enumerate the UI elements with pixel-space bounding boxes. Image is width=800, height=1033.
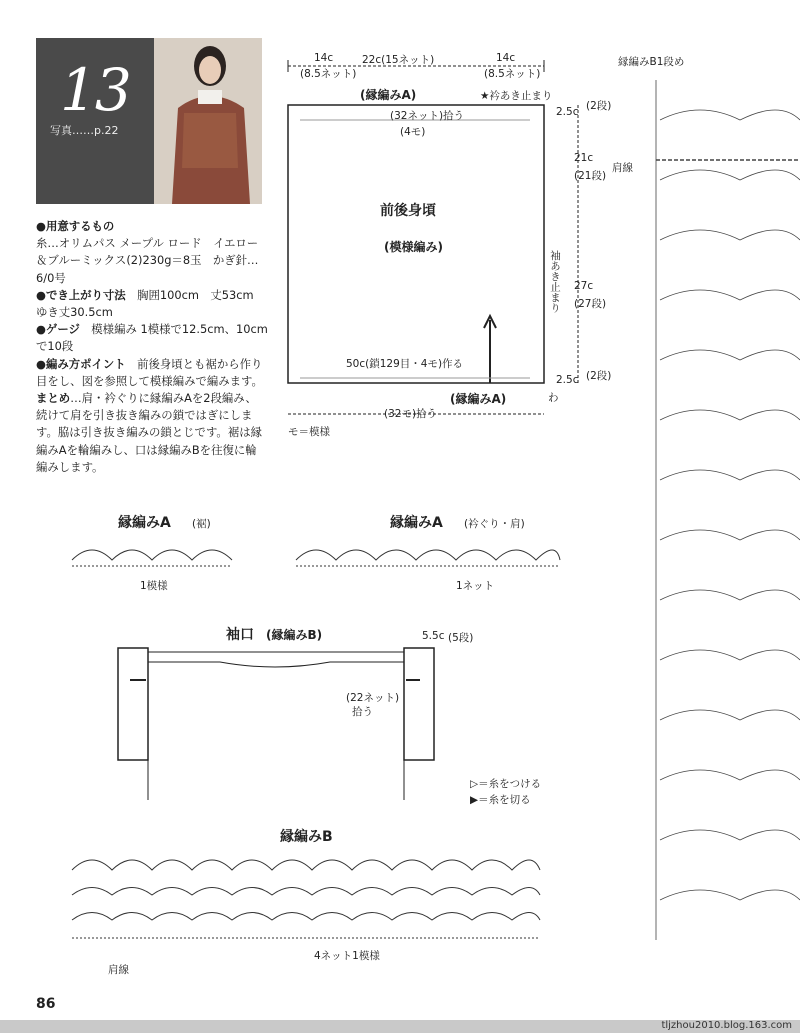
key-cut: ▶＝糸を切る [470,794,531,806]
page-number: 86 [36,996,56,1012]
materials-line: まとめ…肩・衿ぐりに縁編みAを2段編み、続けて肩を引き抜き編みの鎖ではぎにします。脇は引き抜き編みの鎖とじです。裾は縁編みAを輪編みし、口は縁編みBを往復に輪編みします。 [36,391,262,474]
materials-line: ●でき上がり寸法 胸囲100cm 丈53cm ゆき丈30.5cm [36,287,265,320]
materials-line: ●用意するもの [36,219,115,233]
materials-line: 糸…オリムパス メープル ロード イエロー＆ブルーミックス(2)230g＝8玉 かぎ針…6/0号 [36,236,259,285]
photo-reference: 写真……p.22 [50,124,119,137]
materials-line: ●ゲージ 模様編み 1模様で12.5cm、10cmで10段 [36,322,268,354]
blog-footer [0,1020,800,1033]
pattern-number: 13 [60,56,130,124]
key-attach: ▷＝糸をつける [470,778,542,790]
materials-line: ●編み方ポイント 前後身頃とも裾から作り目をし、図を参照して模様編みで編みます。 [36,356,263,388]
blog-url: tljzhou2010.blog.163.com [661,1020,792,1031]
body-title: 前後身頃 [380,203,436,219]
